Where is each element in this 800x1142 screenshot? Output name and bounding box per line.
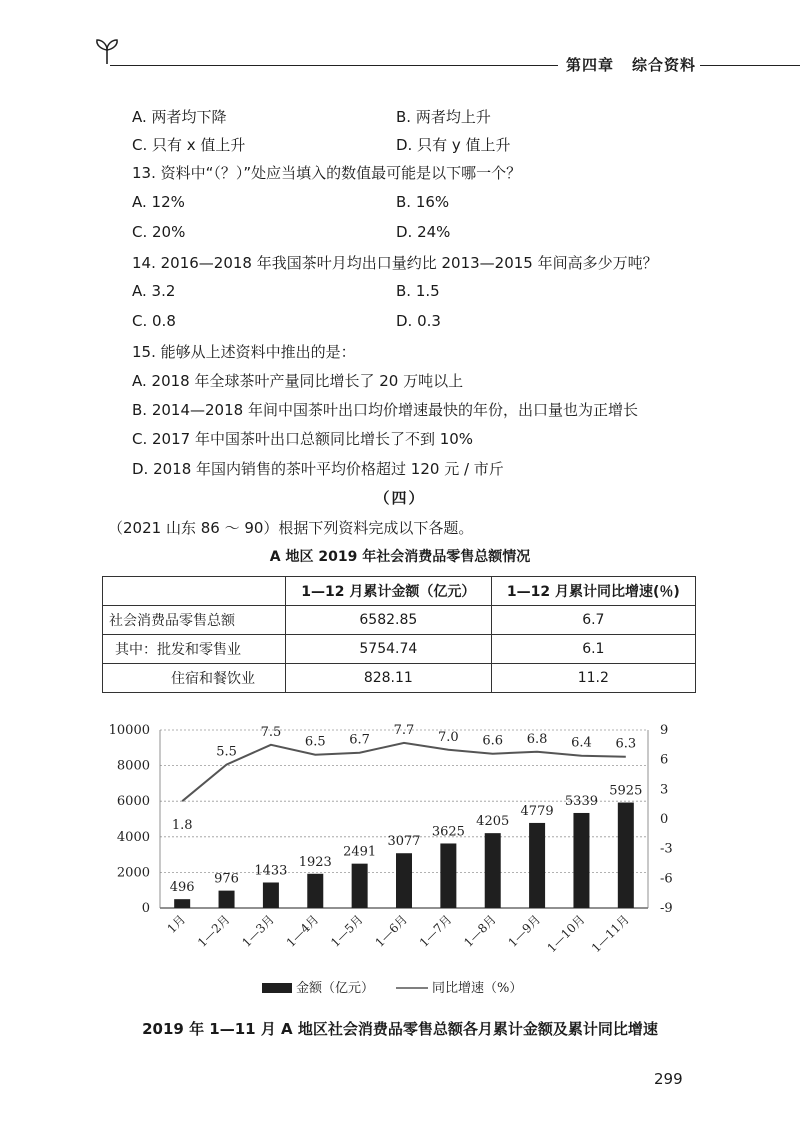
y-right-tick-label: 0 [660, 812, 669, 827]
table-row [103, 635, 696, 664]
table-cell: 6.1 [491, 635, 695, 664]
data-table [102, 576, 696, 693]
page-number: 299 [654, 1070, 683, 1088]
section-intro: （2021 山东 86 ～ 90）根据下列资料完成以下各题。 [108, 519, 474, 537]
y-left-tick-label: 0 [141, 901, 150, 916]
q14-option-d: D. 0.3 [396, 312, 441, 330]
q15-question: 15. 能够从上述资料中推出的是： [132, 343, 356, 361]
table-header-cell: 1—12 月累计同比增速(％) [491, 577, 695, 606]
y-right-tick-label: -6 [660, 871, 673, 887]
y-left-tick-label: 10000 [108, 723, 150, 738]
q15-option-d: D. 2018 年国内销售的茶叶平均价格超过 120 元 / 市斤 [132, 460, 504, 478]
x-tick-label: 1—10月 [544, 912, 588, 956]
y-right-tick-label: 9 [660, 723, 669, 738]
q13-option-d: D. 24% [396, 223, 451, 241]
header-rule-left [110, 65, 558, 66]
x-tick-label: 1—3月 [239, 912, 278, 950]
bar [573, 813, 589, 908]
page-header [0, 0, 800, 80]
chapter-heading [566, 54, 696, 75]
header-rule-right [700, 65, 800, 66]
bar-data-label: 5339 [564, 793, 599, 809]
bar [618, 803, 634, 908]
table-row-label: 住宿和餐饮业 [103, 664, 286, 693]
table-row [103, 664, 696, 693]
q13-option-a: A. 12% [132, 193, 185, 211]
y-right-tick-label: 3 [660, 782, 669, 798]
line-data-label: 7.7 [393, 722, 415, 738]
bar-data-label: 496 [169, 880, 195, 896]
q15-option-b: B. 2014—2018 年间中国茶叶出口均价增速最快的年份，出口量也为正增长 [132, 401, 638, 419]
q12-option-d: D. 只有 y 值上升 [396, 136, 511, 154]
line-data-label: 6.3 [615, 736, 637, 752]
table-row [103, 606, 696, 635]
bar [440, 843, 456, 908]
x-tick-label: 1—11月 [588, 912, 632, 956]
y-right-tick-label: 6 [660, 752, 669, 768]
y-right-tick-label: -3 [660, 841, 673, 857]
q14-option-b: B. 1.5 [396, 282, 440, 300]
x-tick-label: 1—4月 [283, 912, 322, 950]
q13-option-b: B. 16% [396, 193, 450, 211]
legend-line-label: 同比增速（%） [432, 981, 523, 996]
growth-line [182, 743, 626, 801]
y-left-tick-label: 4000 [116, 829, 150, 845]
line-data-label: 5.5 [216, 744, 237, 760]
q14-option-a: A. 3.2 [132, 282, 176, 300]
bar-data-label: 1433 [254, 863, 288, 879]
q13-option-c: C. 20% [132, 223, 186, 241]
x-tick-label: 1—9月 [505, 912, 544, 950]
x-tick-label: 1月 [164, 912, 189, 937]
table-row-label: 社会消费品零售总额 [103, 606, 286, 635]
q14-option-c: C. 0.8 [132, 312, 176, 330]
bar [352, 864, 368, 908]
table-cell: 6.7 [491, 606, 695, 635]
bar-data-label: 3077 [387, 834, 421, 850]
line-data-label: 1.8 [171, 818, 193, 834]
bar-data-label: 3625 [431, 824, 465, 840]
table-cell: 5754.74 [286, 635, 492, 664]
chart-caption: 2019 年 1—11 月 A 地区社会消费品零售总额各月累计金额及累计同比增速 [142, 1020, 658, 1038]
table-cell: 11.2 [491, 664, 695, 693]
q14-question: 14. 2016—2018 年我国茶叶月均出口量约比 2013—2015 年间高多少万吨？ [132, 254, 658, 272]
y-right-tick-label: -9 [660, 901, 673, 916]
section-title: （四） [374, 489, 426, 507]
y-left-tick-label: 6000 [116, 794, 150, 810]
table-header-cell: 1—12 月累计金额（亿元） [286, 577, 492, 606]
bar [485, 833, 501, 908]
y-left-tick-label: 2000 [116, 865, 150, 881]
x-tick-label: 1—7月 [416, 912, 455, 950]
table-cell: 828.11 [286, 664, 492, 693]
line-data-label: 7.5 [260, 724, 282, 740]
bar [263, 882, 279, 908]
x-tick-label: 1—2月 [194, 912, 233, 950]
bar-data-label: 976 [214, 871, 239, 887]
combo-chart [0, 712, 800, 1012]
x-tick-label: 1—8月 [461, 912, 499, 950]
q15-option-a: A. 2018 年全球茶叶产量同比增长了 20 万吨以上 [132, 372, 464, 390]
q13-question: 13. 资料中“（？）”处应当填入的数值最可能是以下哪一个？ [132, 164, 522, 182]
legend-bar-swatch [262, 983, 292, 993]
chapter-title: 综合资料 [632, 56, 697, 74]
bar-data-label: 2491 [343, 844, 377, 860]
table-title: A 地区 2019 年社会消费品零售总额情况 [269, 549, 531, 565]
bar-data-label: 4779 [520, 803, 554, 819]
bar-data-label: 4205 [476, 814, 510, 830]
x-tick-label: 1—6月 [372, 912, 411, 950]
q12-option-a: A. 两者均下降 [132, 108, 227, 126]
bar [219, 891, 235, 908]
q12-option-c: C. 只有 x 值上升 [132, 136, 246, 154]
bar [529, 823, 545, 908]
table-header-row [103, 577, 696, 606]
line-data-label: 7.0 [438, 729, 459, 745]
table-cell: 6582.85 [286, 606, 492, 635]
legend-bar-label: 金额（亿元） [296, 981, 375, 996]
x-tick-label: 1—5月 [328, 912, 366, 950]
q15-option-c: C. 2017 年中国茶叶出口总额同比增长了不到 10% [132, 430, 474, 448]
table-row-label: 其中：批发和零售业 [103, 635, 286, 664]
sprout-icon [92, 36, 122, 66]
chapter-number: 第四章 [566, 56, 615, 74]
bar [307, 874, 323, 908]
line-data-label: 6.4 [571, 735, 592, 751]
bar [396, 853, 412, 908]
bar-data-label: 5925 [609, 783, 643, 799]
bar-data-label: 1923 [298, 854, 332, 870]
y-left-tick-label: 8000 [116, 758, 150, 774]
line-data-label: 6.7 [349, 732, 370, 748]
line-data-label: 6.8 [526, 731, 548, 747]
line-data-label: 6.6 [482, 733, 504, 749]
q12-option-b: B. 两者均上升 [396, 108, 491, 126]
table-header-cell [103, 577, 286, 606]
line-data-label: 6.5 [304, 734, 326, 750]
bar [174, 899, 190, 908]
